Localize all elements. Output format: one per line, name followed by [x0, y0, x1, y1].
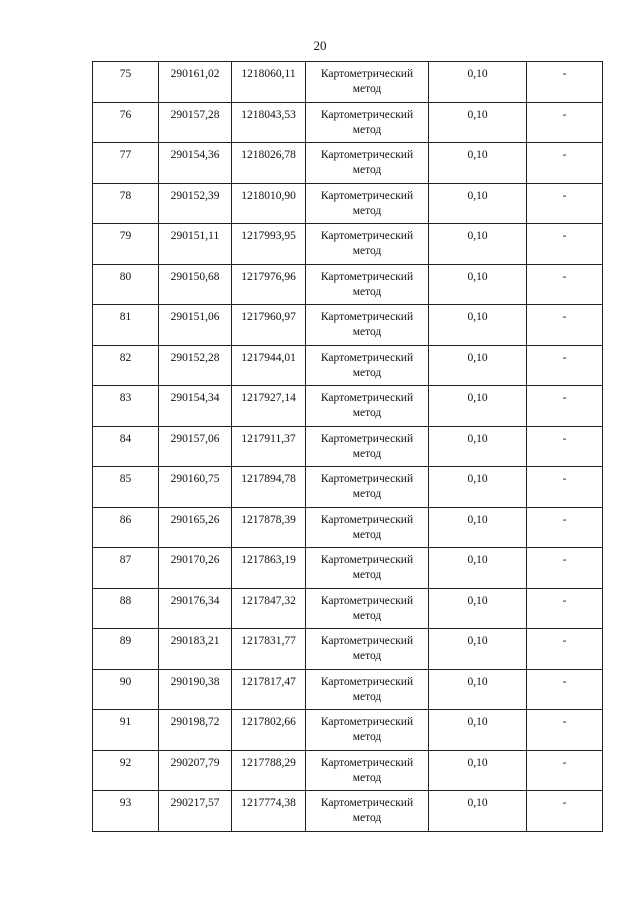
accuracy-cell-text: 0,10 — [467, 594, 488, 607]
accuracy-cell — [429, 183, 527, 224]
table-row — [93, 467, 603, 508]
x-coordinate-cell-text: 290207,79 — [170, 756, 220, 769]
point-number-cell — [93, 264, 159, 305]
method-line2: метод — [352, 83, 382, 95]
y-coordinate-cell-text: 1217774,38 — [241, 797, 296, 809]
y-coordinate-cell-text: 1217993,95 — [241, 230, 296, 242]
x-coordinate-cell — [159, 507, 232, 548]
x-coordinate-cell — [159, 629, 232, 670]
y-coordinate-cell — [232, 62, 306, 103]
x-coordinate-cell — [159, 345, 232, 386]
method-cell — [306, 710, 429, 751]
x-coordinate-cell-text: 290165,26 — [170, 513, 220, 526]
y-coordinate-cell — [232, 750, 306, 791]
point-number-cell-text: 83 — [119, 392, 132, 404]
description-cell-text: - — [562, 554, 567, 566]
point-number-cell-text: 79 — [119, 230, 132, 242]
y-coordinate-cell-text: 1217802,66 — [241, 716, 296, 728]
point-number-cell — [93, 629, 159, 670]
method-line1: Картометрический — [320, 270, 414, 283]
table-row — [93, 264, 603, 305]
y-coordinate-cell — [232, 224, 306, 265]
x-coordinate-cell-text: 290190,38 — [170, 675, 220, 688]
accuracy-cell — [429, 62, 527, 103]
x-coordinate-cell — [159, 710, 232, 751]
description-cell — [527, 143, 603, 184]
accuracy-cell-text: 0,10 — [467, 635, 488, 647]
description-cell — [527, 264, 603, 305]
description-cell — [527, 102, 603, 143]
accuracy-cell — [429, 264, 527, 305]
x-coordinate-cell-text: 290160,75 — [170, 473, 220, 485]
table-row — [93, 143, 603, 184]
y-coordinate-cell — [232, 102, 306, 143]
description-cell-text: - — [562, 68, 567, 80]
description-cell-text: - — [562, 675, 567, 688]
accuracy-cell-text: 0,10 — [467, 756, 488, 769]
point-number-cell — [93, 183, 159, 224]
accuracy-cell — [429, 467, 527, 508]
description-cell-text: - — [562, 149, 567, 161]
accuracy-cell-text: 0,10 — [467, 108, 488, 121]
accuracy-cell — [429, 669, 527, 710]
accuracy-cell-text: 0,10 — [467, 68, 488, 80]
method-line1: Картометрический — [320, 635, 414, 647]
point-number-cell-text: 78 — [119, 189, 132, 202]
method-line1: Картометрический — [320, 189, 414, 202]
y-coordinate-cell — [232, 305, 306, 346]
y-coordinate-cell-text: 1217960,97 — [241, 311, 296, 323]
x-coordinate-cell — [159, 791, 232, 832]
y-coordinate-cell — [232, 183, 306, 224]
description-cell-text: - — [562, 473, 567, 485]
method-line1: Картометрический — [320, 68, 414, 80]
x-coordinate-cell-text: 290157,28 — [170, 108, 220, 121]
description-cell-text: - — [562, 311, 567, 323]
accuracy-cell-text: 0,10 — [467, 554, 488, 566]
method-line2: метод — [352, 447, 382, 460]
accuracy-cell — [429, 305, 527, 346]
accuracy-cell — [429, 750, 527, 791]
table-row — [93, 710, 603, 751]
description-cell — [527, 629, 603, 670]
description-cell-text: - — [562, 756, 567, 769]
method-cell — [306, 467, 429, 508]
x-coordinate-cell-text: 290152,28 — [170, 351, 220, 364]
description-cell — [527, 345, 603, 386]
accuracy-cell-text: 0,10 — [467, 513, 488, 526]
point-number-cell — [93, 548, 159, 589]
x-coordinate-cell-text: 290151,06 — [170, 311, 220, 323]
method-line1: Картометрический — [320, 432, 414, 445]
point-number-cell-text: 75 — [119, 68, 132, 80]
description-cell — [527, 386, 603, 427]
point-number-cell-text: 76 — [119, 108, 132, 121]
table-row — [93, 750, 603, 791]
method-line1: Картометрический — [320, 230, 414, 242]
point-number-cell — [93, 345, 159, 386]
y-coordinate-cell-text: 1218026,78 — [241, 149, 296, 161]
table-row — [93, 345, 603, 386]
method-line2: метод — [352, 245, 382, 257]
x-coordinate-cell-text: 290161,02 — [170, 68, 220, 80]
method-cell — [306, 629, 429, 670]
method-line2: метод — [352, 123, 382, 136]
y-coordinate-cell — [232, 669, 306, 710]
method-cell — [306, 102, 429, 143]
point-number-cell-text: 85 — [119, 473, 132, 485]
description-cell — [527, 507, 603, 548]
x-coordinate-cell-text: 290154,36 — [170, 149, 220, 161]
y-coordinate-cell — [232, 426, 306, 467]
x-coordinate-cell — [159, 224, 232, 265]
method-line1: Картометрический — [320, 594, 414, 607]
accuracy-cell — [429, 224, 527, 265]
description-cell-text: - — [562, 351, 567, 364]
accuracy-cell-text: 0,10 — [467, 797, 488, 809]
y-coordinate-cell-text: 1217911,37 — [241, 432, 296, 445]
x-coordinate-cell-text: 290170,26 — [170, 554, 220, 566]
y-coordinate-cell-text: 1217788,29 — [241, 756, 296, 769]
y-coordinate-cell — [232, 264, 306, 305]
table-row — [93, 102, 603, 143]
point-number-cell — [93, 669, 159, 710]
table-row — [93, 669, 603, 710]
point-number-cell-text: 89 — [119, 635, 132, 647]
point-number-cell-text: 77 — [119, 149, 132, 161]
method-cell — [306, 345, 429, 386]
method-line1: Картометрический — [320, 797, 414, 809]
y-coordinate-cell — [232, 791, 306, 832]
y-coordinate-cell-text: 1217817,47 — [241, 675, 296, 688]
y-coordinate-cell — [232, 507, 306, 548]
x-coordinate-cell — [159, 102, 232, 143]
method-line1: Картометрический — [320, 554, 414, 566]
y-coordinate-cell-text: 1217847,32 — [241, 594, 296, 607]
y-coordinate-cell — [232, 345, 306, 386]
accuracy-cell — [429, 143, 527, 184]
method-cell — [306, 143, 429, 184]
point-number-cell — [93, 305, 159, 346]
x-coordinate-cell-text: 290152,39 — [170, 189, 220, 202]
x-coordinate-cell — [159, 264, 232, 305]
table-row — [93, 588, 603, 629]
accuracy-cell — [429, 588, 527, 629]
description-cell — [527, 305, 603, 346]
accuracy-cell — [429, 345, 527, 386]
y-coordinate-cell-text: 1217894,78 — [241, 473, 296, 485]
method-cell — [306, 750, 429, 791]
point-number-cell-text: 87 — [119, 554, 132, 566]
point-number-cell-text: 86 — [119, 513, 132, 526]
method-line2: метод — [352, 690, 382, 703]
y-coordinate-cell — [232, 143, 306, 184]
accuracy-cell-text: 0,10 — [467, 716, 488, 728]
y-coordinate-cell — [232, 629, 306, 670]
description-cell — [527, 669, 603, 710]
accuracy-cell — [429, 507, 527, 548]
accuracy-cell-text: 0,10 — [467, 230, 488, 242]
method-line1: Картометрический — [320, 756, 414, 769]
description-cell-text: - — [562, 594, 567, 607]
coordinates-table — [92, 61, 603, 832]
method-line2: метод — [352, 569, 382, 581]
description-cell — [527, 224, 603, 265]
method-line1: Картометрический — [320, 311, 414, 323]
point-number-cell-text: 81 — [119, 311, 132, 323]
point-number-cell-text: 91 — [119, 716, 132, 728]
method-line1: Картометрический — [320, 473, 414, 485]
y-coordinate-cell-text: 1217878,39 — [241, 513, 296, 526]
method-line1: Картометрический — [320, 513, 414, 526]
point-number-cell — [93, 426, 159, 467]
point-number-cell — [93, 588, 159, 629]
x-coordinate-cell — [159, 669, 232, 710]
x-coordinate-cell-text: 290154,34 — [170, 392, 220, 404]
x-coordinate-cell-text: 290183,21 — [170, 635, 220, 647]
point-number-cell-text: 88 — [119, 594, 132, 607]
accuracy-cell-text: 0,10 — [467, 351, 488, 364]
method-line2: метод — [352, 731, 382, 743]
accuracy-cell — [429, 548, 527, 589]
x-coordinate-cell — [159, 386, 232, 427]
method-line1: Картометрический — [320, 351, 414, 364]
x-coordinate-cell — [159, 548, 232, 589]
method-line2: метод — [352, 609, 382, 622]
method-cell — [306, 426, 429, 467]
method-cell — [306, 62, 429, 103]
point-number-cell-text: 80 — [119, 270, 132, 283]
method-cell — [306, 386, 429, 427]
x-coordinate-cell — [159, 183, 232, 224]
x-coordinate-cell — [159, 588, 232, 629]
y-coordinate-cell-text: 1217927,14 — [241, 392, 296, 404]
description-cell-text: - — [562, 230, 567, 242]
y-coordinate-cell — [232, 386, 306, 427]
description-cell-text: - — [562, 797, 567, 809]
accuracy-cell — [429, 629, 527, 670]
accuracy-cell — [429, 102, 527, 143]
accuracy-cell-text: 0,10 — [467, 675, 488, 688]
page-number: 20 — [313, 38, 327, 53]
description-cell — [527, 548, 603, 589]
accuracy-cell-text: 0,10 — [467, 473, 488, 485]
method-cell — [306, 791, 429, 832]
point-number-cell-text: 84 — [119, 432, 132, 445]
accuracy-cell-text: 0,10 — [467, 432, 488, 445]
method-line1: Картометрический — [320, 149, 414, 161]
description-cell — [527, 750, 603, 791]
method-line2: метод — [352, 407, 382, 419]
accuracy-cell — [429, 791, 527, 832]
point-number-cell — [93, 224, 159, 265]
coordinates-table-body — [93, 62, 603, 832]
accuracy-cell-text: 0,10 — [467, 149, 488, 161]
method-cell — [306, 548, 429, 589]
table-row — [93, 629, 603, 670]
y-coordinate-cell-text: 1217944,01 — [241, 351, 296, 364]
method-cell — [306, 669, 429, 710]
point-number-cell — [93, 791, 159, 832]
point-number-cell — [93, 710, 159, 751]
method-cell — [306, 305, 429, 346]
accuracy-cell-text: 0,10 — [467, 189, 488, 202]
point-number-cell — [93, 507, 159, 548]
table-row — [93, 305, 603, 346]
point-number-cell-text: 92 — [119, 756, 132, 769]
table-row — [93, 791, 603, 832]
table-row — [93, 426, 603, 467]
description-cell — [527, 426, 603, 467]
method-cell — [306, 507, 429, 548]
point-number-cell-text: 93 — [119, 797, 132, 809]
method-cell — [306, 264, 429, 305]
x-coordinate-cell-text: 290150,68 — [170, 270, 220, 283]
point-number-cell — [93, 467, 159, 508]
x-coordinate-cell — [159, 305, 232, 346]
x-coordinate-cell — [159, 143, 232, 184]
method-cell — [306, 224, 429, 265]
description-cell-text: - — [562, 270, 567, 283]
method-line2: метод — [352, 771, 382, 784]
y-coordinate-cell — [232, 548, 306, 589]
description-cell — [527, 62, 603, 103]
method-line2: метод — [352, 366, 382, 379]
method-line2: метод — [352, 204, 382, 217]
method-line2: метод — [352, 812, 382, 824]
method-line2: метод — [352, 528, 382, 541]
point-number-cell — [93, 143, 159, 184]
point-number-cell — [93, 102, 159, 143]
y-coordinate-cell — [232, 467, 306, 508]
y-coordinate-cell — [232, 710, 306, 751]
x-coordinate-cell — [159, 426, 232, 467]
description-cell — [527, 588, 603, 629]
y-coordinate-cell-text: 1217976,96 — [241, 270, 296, 283]
description-cell-text: - — [562, 189, 567, 202]
description-cell-text: - — [562, 513, 567, 526]
point-number-cell — [93, 62, 159, 103]
y-coordinate-cell-text: 1218043,53 — [241, 108, 296, 121]
point-number-cell-text: 82 — [119, 351, 132, 364]
method-line2: метод — [352, 650, 382, 662]
accuracy-cell-text: 0,10 — [467, 270, 488, 283]
y-coordinate-cell — [232, 588, 306, 629]
accuracy-cell — [429, 426, 527, 467]
description-cell-text: - — [562, 716, 567, 728]
method-line2: метод — [352, 326, 382, 338]
table-row — [93, 507, 603, 548]
description-cell — [527, 791, 603, 832]
method-cell — [306, 183, 429, 224]
y-coordinate-cell-text: 1218010,90 — [241, 189, 296, 202]
description-cell-text: - — [562, 392, 567, 404]
table-row — [93, 183, 603, 224]
y-coordinate-cell-text: 1218060,11 — [241, 68, 296, 80]
method-line2: метод — [352, 285, 382, 298]
method-line1: Картометрический — [320, 716, 414, 728]
method-cell — [306, 588, 429, 629]
x-coordinate-cell — [159, 467, 232, 508]
table-row — [93, 62, 603, 103]
x-coordinate-cell-text: 290176,34 — [170, 594, 220, 607]
description-cell-text: - — [562, 635, 567, 647]
x-coordinate-cell — [159, 750, 232, 791]
description-cell — [527, 467, 603, 508]
accuracy-cell — [429, 386, 527, 427]
accuracy-cell — [429, 710, 527, 751]
table-row — [93, 548, 603, 589]
method-line1: Картометрический — [320, 108, 414, 121]
x-coordinate-cell-text: 290157,06 — [170, 432, 220, 445]
x-coordinate-cell — [159, 62, 232, 103]
method-line1: Картометрический — [320, 392, 414, 404]
point-number-cell — [93, 386, 159, 427]
description-cell — [527, 183, 603, 224]
accuracy-cell-text: 0,10 — [467, 392, 488, 404]
accuracy-cell-text: 0,10 — [467, 311, 488, 323]
point-number-cell-text: 90 — [119, 675, 132, 688]
table-row — [93, 386, 603, 427]
method-line2: метод — [352, 164, 382, 176]
method-line1: Картометрический — [320, 675, 414, 688]
y-coordinate-cell-text: 1217863,19 — [241, 554, 296, 566]
y-coordinate-cell-text: 1217831,77 — [241, 635, 296, 647]
x-coordinate-cell-text: 290151,11 — [170, 230, 220, 242]
x-coordinate-cell-text: 290198,72 — [170, 716, 220, 728]
point-number-cell — [93, 750, 159, 791]
description-cell — [527, 710, 603, 751]
description-cell-text: - — [562, 432, 567, 445]
method-line2: метод — [352, 488, 382, 500]
table-row — [93, 224, 603, 265]
description-cell-text: - — [562, 108, 567, 121]
x-coordinate-cell-text: 290217,57 — [170, 797, 220, 809]
